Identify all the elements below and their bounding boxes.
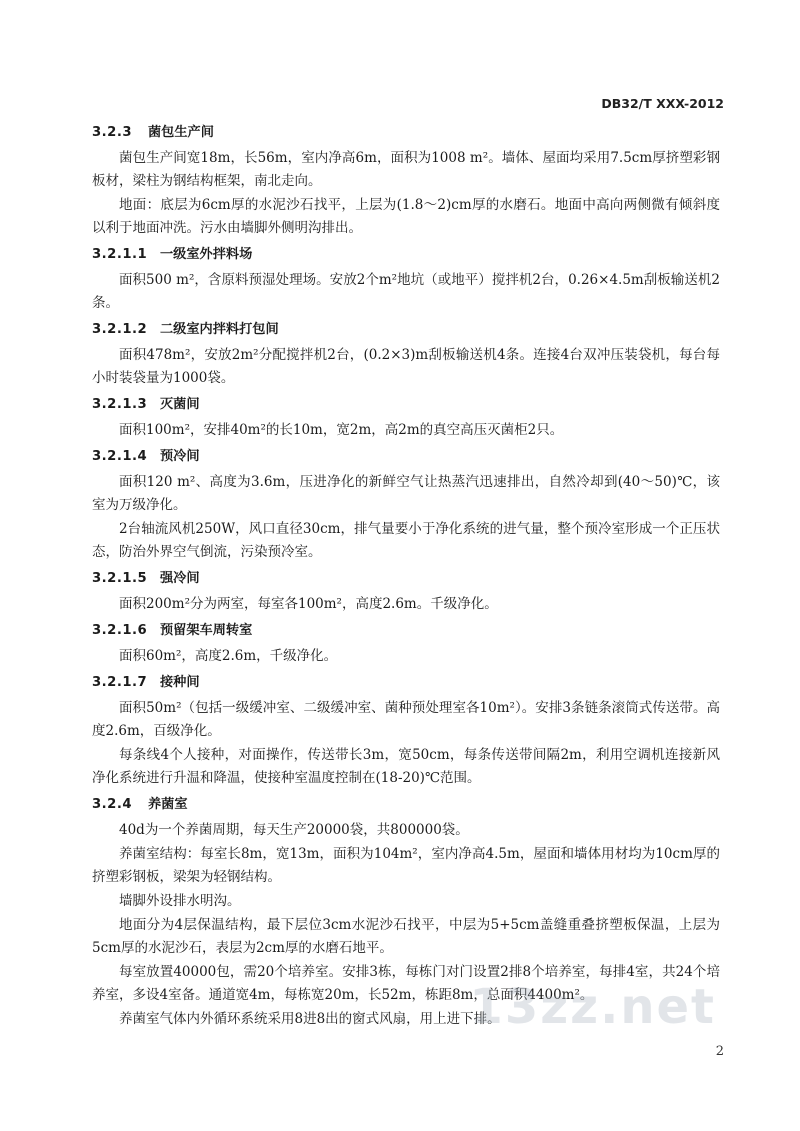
watermark: 13zz.net xyxy=(469,979,716,1035)
paragraph: 墙脚外设排水明沟。 xyxy=(119,893,241,909)
paragraph: 地面：底层为6cm厚的水泥沙石找平，上层为(1.8～2)cm厚的水磨石。地面中高向两侧微有倾斜度以利于地面冲洗。污水由墙脚外侧明沟排出。 xyxy=(92,197,720,236)
section xyxy=(92,569,720,616)
paragraph: 2台轴流风机250W，风口直径30cm，排气量要小于净化系统的进气量，整个预冷室形成一个正压状态，防治外界空气倒流，污染预冷室。 xyxy=(92,521,720,560)
section-heading xyxy=(92,123,720,143)
paragraph: 面积100m²，安排40m²的长10m，宽2m，高2m的真空高压灭菌柜2只。 xyxy=(119,422,564,438)
paragraph: 面积500 m²，含原料预湿处理场。安放2个m²地坑（或地平）搅拌机2台，0.26×4.5m刮板输送机2条。 xyxy=(92,272,720,311)
section xyxy=(92,245,720,315)
section-title: 预冷间 xyxy=(160,449,200,464)
section-heading xyxy=(92,569,720,589)
paragraph: 面积478m²，安放2m²分配搅拌机2台，(0.2×3)m刮板输送机4条。连接4台双冲压装袋机，每台每小时装袋量为1000袋。 xyxy=(92,347,720,386)
section-title: 一级室外拌料场 xyxy=(160,247,253,262)
section-title: 接种间 xyxy=(160,675,200,690)
section-number: 3.2.1.4 xyxy=(92,449,148,464)
paragraph: 养菌室气体内外循环系统采用8进8出的窗式风扇，用上进下排。 xyxy=(119,1011,501,1027)
page-number: 2 xyxy=(715,1044,724,1059)
paragraph: 菌包生产间宽18m，长56m，室内净高6m，面积为1008 m²。墙体、屋面均采用7.5cm厚挤塑彩钢板材，梁柱为钢结构框架，南北走向。 xyxy=(92,150,720,189)
paragraph: 面积120 m²、高度为3.6m，压进净化的新鲜空气让热蒸汽迅速排出，自然冷却到(40～50)℃，该室为万级净化。 xyxy=(92,474,720,513)
section-heading xyxy=(92,447,720,467)
paragraph: 面积60m²，高度2.6m，千级净化。 xyxy=(119,648,338,664)
document-body xyxy=(92,118,720,1035)
section xyxy=(92,395,720,442)
section-title: 预留架车周转室 xyxy=(160,623,253,638)
section-number: 3.2.4 xyxy=(92,797,133,812)
section xyxy=(92,621,720,668)
section-title: 灭菌间 xyxy=(160,397,200,412)
section-number: 3.2.1.6 xyxy=(92,623,148,638)
section-title: 强冷间 xyxy=(160,571,200,586)
paragraph: 面积200m²分为两室，每室各100m²，高度2.6m。千级净化。 xyxy=(119,596,498,612)
section xyxy=(92,673,720,790)
section-number: 3.2.1.2 xyxy=(92,322,148,337)
paragraph: 地面分为4层保温结构，最下层位3cm水泥沙石找平，中层为5+5cm盖缝重叠挤塑板保温，上层为5cm厚的水泥沙石，表层为2cm厚的水磨石地平。 xyxy=(92,917,720,956)
section-number: 3.2.1.1 xyxy=(92,247,148,262)
section-heading xyxy=(92,320,720,340)
section-heading xyxy=(92,673,720,693)
section xyxy=(92,320,720,390)
paragraph: 面积50m²（包括一级缓冲室、二级缓冲室、菌种预处理室各10m²）。安排3条链条滚筒式传送带。高度2.6m，百级净化。 xyxy=(92,700,720,739)
section-title: 二级室内拌料打包间 xyxy=(160,322,279,337)
paragraph: 每室放置40000包，需20个培养室。安排3栋，每栋门对门设置2排8个培养室，每排4室，共24个培养室，多设4室备。通道宽4m，每栋宽20m，长52m，栋距8m，总面积4400m²。 xyxy=(92,964,720,1003)
section-title: 养菌室 xyxy=(148,797,188,812)
section-number: 3.2.1.3 xyxy=(92,397,148,412)
paragraph: 养菌室结构：每室长8m，宽13m，面积为104m²，室内净高4.5m，屋面和墙体用材均为10cm厚的挤塑彩钢板，梁架为轻钢结构。 xyxy=(92,846,720,885)
paragraph: 每条线4个人接种，对面操作，传送带长3m，宽50cm，每条传送带间隔2m，利用空调机连接新风净化系统进行升温和降温，使接种室温度控制在(18-20)℃范围。 xyxy=(92,747,720,786)
section xyxy=(92,123,720,240)
document-code: DB32/T XXX-2012 xyxy=(601,96,724,111)
section-number: 3.2.1.7 xyxy=(92,675,148,690)
section xyxy=(92,447,720,564)
section-title: 菌包生产间 xyxy=(148,125,214,140)
section-heading xyxy=(92,245,720,265)
section-heading xyxy=(92,621,720,641)
section-heading xyxy=(92,395,720,415)
section-number: 3.2.3 xyxy=(92,125,133,140)
paragraph: 40d为一个养菌周期，每天生产20000袋，共800000袋。 xyxy=(119,822,469,838)
section-heading xyxy=(92,795,720,815)
section-number: 3.2.1.5 xyxy=(92,571,148,586)
